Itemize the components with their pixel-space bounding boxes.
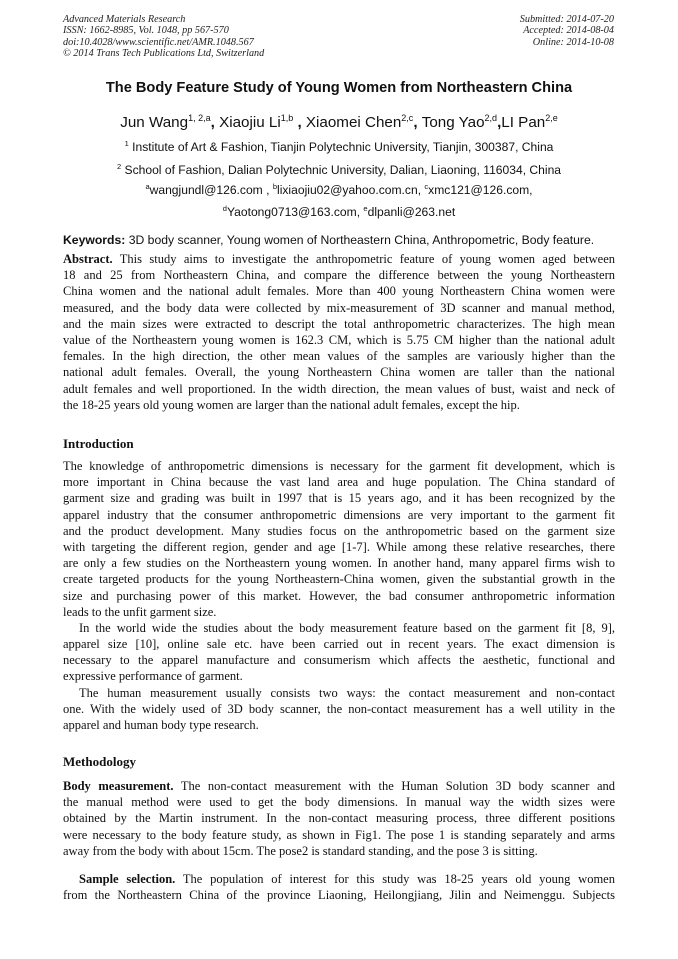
affiliation-sup: 2 (116, 162, 122, 171)
author-sup: 1, 2,a (188, 113, 211, 123)
body-measurement-label: Body measurement. (63, 779, 174, 793)
intro-line: apparel size [10], online sale etc. have been carried out in recent years. The exact dimension is (63, 637, 615, 652)
intro-line: apparel and human body type research. (63, 718, 259, 732)
abstract-label: Abstract. (63, 252, 113, 266)
introduction-body (63, 458, 615, 733)
keywords-text: 3D body scanner, Young women of Northeastern China, Anthropometric, Body feature. (125, 233, 595, 247)
email-sup: e (363, 204, 368, 213)
abstract-line: 18 and 25 from Northeastern China, and compare the difference between the young Northeastern (63, 268, 615, 283)
intro-line: and the product development. Many studies focus on the anthropometric based on the garment size (63, 523, 615, 538)
email-sup: d (222, 204, 227, 213)
author-name: Jun Wang (120, 114, 189, 131)
keywords-label: Keywords: (63, 233, 126, 247)
paper-title: The Body Feature Study of Young Women from Northeastern China (105, 80, 573, 96)
intro-line: are only a few studies on the Northeastern young women. In another hand, many apparel firms wish to (63, 556, 615, 571)
affiliation-text: School of Fashion, Dalian Polytechnic University, Dalian, Liaoning, 116034, China (124, 163, 562, 177)
author-name: Tong Yao (421, 114, 485, 131)
intro-line: In the world wide the studies about the body measurement feature based on the garment fit [8, 9], (79, 620, 615, 635)
author-name: Xiaomei Chen (305, 114, 402, 131)
intro-line: garment size and grading was built in 1997 that is 15 years ago, and it has been recognized by the (63, 491, 615, 506)
method-line: Body measurement. The non-contact measurement with the Human Solution 3D body scanner and (63, 779, 615, 793)
journal-copyright: © 2014 Trans Tech Publications Ltd, Switzerland (63, 48, 265, 60)
intro-line: more important in China because the vast land area and huge population. The China standard of (63, 475, 615, 490)
email-sup: c (424, 182, 429, 191)
author-sup: 2,e (545, 113, 558, 123)
affiliation-2 (0, 162, 678, 177)
publication-dates (520, 14, 614, 48)
intro-line: one. With the widely used of 3D body scanner, the non-contact measurement has a well utility in the (63, 701, 615, 716)
abstract-line: and the main sizes were extracted to descript the total anthropometric characterizes. The high mean (63, 316, 615, 331)
email-c: xmc121@126.com, (428, 183, 533, 197)
sample-line: from the Northeastern China of the province Liaoning, Heilongjiang, Jilin and Neimenggu. Subjects (63, 888, 615, 903)
email-a: wangjundl@126.com , (149, 183, 273, 197)
intro-line: apparel industry that the consumer anthropometric dimensions are very important to the garment fit (63, 507, 615, 522)
email-e: dlpanli@263.net (367, 205, 456, 219)
abstract-line: measured, and the body data were collected by mix-measurement of 3D scanner and manual method, (63, 300, 615, 315)
affiliation-text: Institute of Art & Fashion, Tianjin Polytechnic University, Tianjin, 300387, China (132, 140, 554, 154)
abstract-line: Abstract. This study aims to investigate the anthropometric feature of young women aged between (63, 252, 615, 266)
intro-line: size and purchasing power of this market. However, the bad consumer anthropometric information (63, 588, 615, 603)
intro-line: The human measurement usually consists two ways: the contact measurement and non-contact (79, 685, 615, 700)
intro-line: expressive performance of garment. (63, 669, 243, 684)
method-line: obtained by the Martin instrument. In the non-contact measuring process, three different positions (63, 811, 615, 826)
author-sup: 1,b (280, 113, 294, 123)
sample-line: Sample selection. The population of interest for this study was 18-25 years old young women (79, 872, 615, 886)
affiliation-sup: 1 (124, 139, 129, 148)
abstract (63, 251, 615, 413)
journal-name: Advanced Materials Research (63, 14, 186, 25)
sample-selection (63, 871, 615, 903)
email-sup: a (145, 182, 150, 191)
online-date: Online: 2014-10-08 (532, 36, 614, 48)
email-d: Yaotong0713@163.com, (226, 205, 364, 219)
keywords (63, 233, 615, 247)
methodology-heading: Methodology (63, 754, 136, 769)
accepted-date: Accepted: 2014-08-04 (523, 25, 614, 37)
intro-line: with targeting the different region, gender and age [1-7]. While among these relative researches, there (63, 539, 615, 554)
journal-issn: ISSN: 1662-8985, Vol. 1048, pp 567-570 (63, 25, 229, 37)
author-sup: 2,c (401, 113, 414, 123)
email-sup: b (272, 182, 278, 191)
email-line-1 (0, 182, 678, 197)
author-name: Xiaojiu Li (219, 114, 281, 131)
body-measurement (63, 778, 615, 859)
abstract-line: females. In the high direction, the other mean values of the samples are variously higher than the (63, 349, 615, 364)
intro-line: create targeted products for the young Northeastern-China women, given the substantial growth in the (63, 572, 615, 587)
author-name: LI Pan (501, 114, 546, 131)
introduction-heading: Introduction (63, 436, 134, 451)
intro-line: The knowledge of anthropometric dimensions is necessary for the garment fit development, which is (63, 459, 615, 473)
email-b: lixiaojiu02@yahoo.com.cn, (277, 183, 425, 197)
sample-selection-label: Sample selection. (79, 872, 176, 886)
method-line: away from the body with about 15cm. The pose2 is standard standing, and the pose 3 is sitting. (63, 843, 538, 858)
author-list: Jun Wang$^{1, 2,a}$, Xiaojiu Li$^{1,b}$ , Xiaomei Chen$^{2,c}$, Tong Yao$^{2,d}$,LI Pan$^{2,e}$ (120, 113, 558, 131)
abstract-line: value of the Northeastern young women is 162.3 CM, which is 5.75 CM higher than the national adult (63, 332, 615, 347)
abstract-line: China women and the national adult females. More than 400 young Northeastern China women were (63, 284, 615, 299)
abstract-line: the 18-25 years old young women are larger than the national adult females, except the hip. (63, 397, 520, 412)
intro-line: leads to the unfit garment size. (63, 604, 217, 619)
email-line-2 (0, 204, 678, 219)
submitted-date: Submitted: 2014-07-20 (519, 14, 614, 25)
affiliation-1 (0, 139, 678, 154)
author-sup: 2,d (484, 113, 498, 123)
intro-line: necessary to the apparel manufacture and consumerism which affects the aesthetic, functional and (63, 653, 615, 668)
abstract-line: national adult females. Overall, the young Northeastern China women are taller than the national (63, 365, 615, 380)
method-line: were necessary to the body feature study, as shown in Fig1. The pose 1 is standing separately and arms (63, 827, 615, 842)
method-line: the manual method were used to get the body dimensions. In manual way the width sizes were (63, 795, 615, 810)
abstract-line: adult females and well proportioned. In the width direction, the mean values of bust, waist and neck of (63, 381, 615, 396)
journal-info (63, 14, 264, 60)
journal-doi: doi:10.4028/www.scientific.net/AMR.1048.567 (63, 36, 254, 48)
